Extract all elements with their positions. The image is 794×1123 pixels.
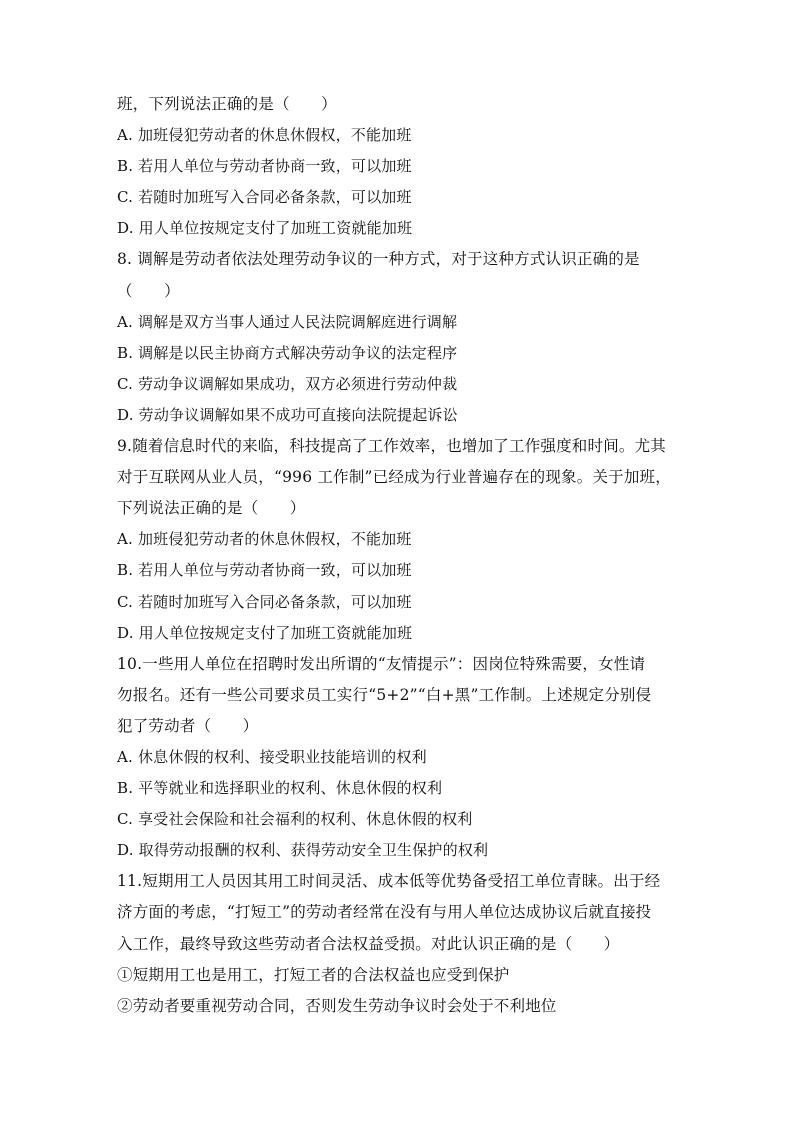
question-10-option-b: B. 平等就业和选择职业的权利、休息休假的权利 bbox=[117, 779, 443, 798]
question-9-option-a: A. 加班侵犯劳动者的休息休假权，不能加班 bbox=[117, 530, 412, 549]
document-body bbox=[117, 89, 677, 1022]
question-9-stem-line-1: 9.随着信息时代的来临，科技提高了工作效率，也增加了工作强度和时间。尤其 bbox=[117, 437, 666, 456]
question-7-stem-end: 班，下列说法正确的是（ ） bbox=[117, 95, 337, 113]
question-10-option-d: D. 取得劳动报酬的权利、获得劳动安全卫生保护的权利 bbox=[117, 841, 489, 860]
question-10-stem-line-2: 勿报名。还有一些公司要求员工实行“5+2”“白+黑”工作制。上述规定分别侵 bbox=[117, 685, 652, 704]
question-11-stem-line-1: 11.短期用工人员因其用工时间灵活、成本低等优势备受招工单位青睐。出于经 bbox=[117, 872, 661, 891]
question-7-option-d: D. 用人单位按规定支付了加班工资就能加班 bbox=[117, 219, 413, 238]
question-8-stem: 8. 调解是劳动者依法处理劳动争议的一种方式，对于这种方式认识正确的是 bbox=[117, 250, 640, 269]
question-7-option-b: B. 若用人单位与劳动者协商一致，可以加班 bbox=[117, 157, 412, 176]
question-7-option-a: A. 加班侵犯劳动者的休息休假权，不能加班 bbox=[117, 126, 412, 145]
question-9-stem-line-2: 对于互联网从业人员，“996 工作制”已经成为行业普遍存在的现象。关于加班， bbox=[117, 468, 671, 487]
question-11-statement-2: ②劳动者要重视劳动合同，否则发生劳动争议时会处于不利地位 bbox=[117, 996, 557, 1015]
question-8-option-d: D. 劳动争议调解如果不成功可直接向法院提起诉讼 bbox=[117, 405, 458, 424]
question-9-option-d: D. 用人单位按规定支付了加班工资就能加班 bbox=[117, 623, 413, 642]
question-10-stem-line-1: 10.一些用人单位在招聘时发出所谓的“友情提示”：因岗位特殊需要，女性请 bbox=[117, 654, 646, 673]
question-10-option-c: C. 享受社会保险和社会福利的权利、休息休假的权利 bbox=[117, 810, 473, 829]
question-8-stem-bracket: （ ） bbox=[117, 281, 180, 300]
question-8-option-a: A. 调解是双方当事人通过人民法院调解庭进行调解 bbox=[117, 312, 458, 331]
question-8-option-c: C. 劳动争议调解如果成功，双方必须进行劳动仲裁 bbox=[117, 374, 458, 393]
question-9-option-b: B. 若用人单位与劳动者协商一致，可以加班 bbox=[117, 561, 412, 580]
question-10-option-a: A. 休息休假的权利、接受职业技能培训的权利 bbox=[117, 747, 427, 766]
question-9-option-c: C. 若随时加班写入合同必备条款，可以加班 bbox=[117, 592, 412, 611]
question-8-option-b: B. 调解是以民主协商方式解决劳动争议的法定程序 bbox=[117, 343, 458, 362]
question-10-stem-line-3: 犯了劳动者（ ） bbox=[117, 716, 259, 735]
question-11-stem-line-2: 济方面的考虑，“打短工”的劳动者经常在没有与用人单位达成协议后就直接投 bbox=[117, 903, 652, 922]
question-7-option-c: C. 若随时加班写入合同必备条款，可以加班 bbox=[117, 188, 412, 207]
question-11-stem-line-3: 入工作，最终导致这些劳动者合法权益受损。对此认识正确的是（ ） bbox=[117, 934, 620, 953]
question-9-stem-line-3: 下列说法正确的是（ ） bbox=[117, 499, 306, 518]
question-11-statement-1: ①短期用工也是用工，打短工者的合法权益也应受到保护 bbox=[117, 965, 510, 984]
